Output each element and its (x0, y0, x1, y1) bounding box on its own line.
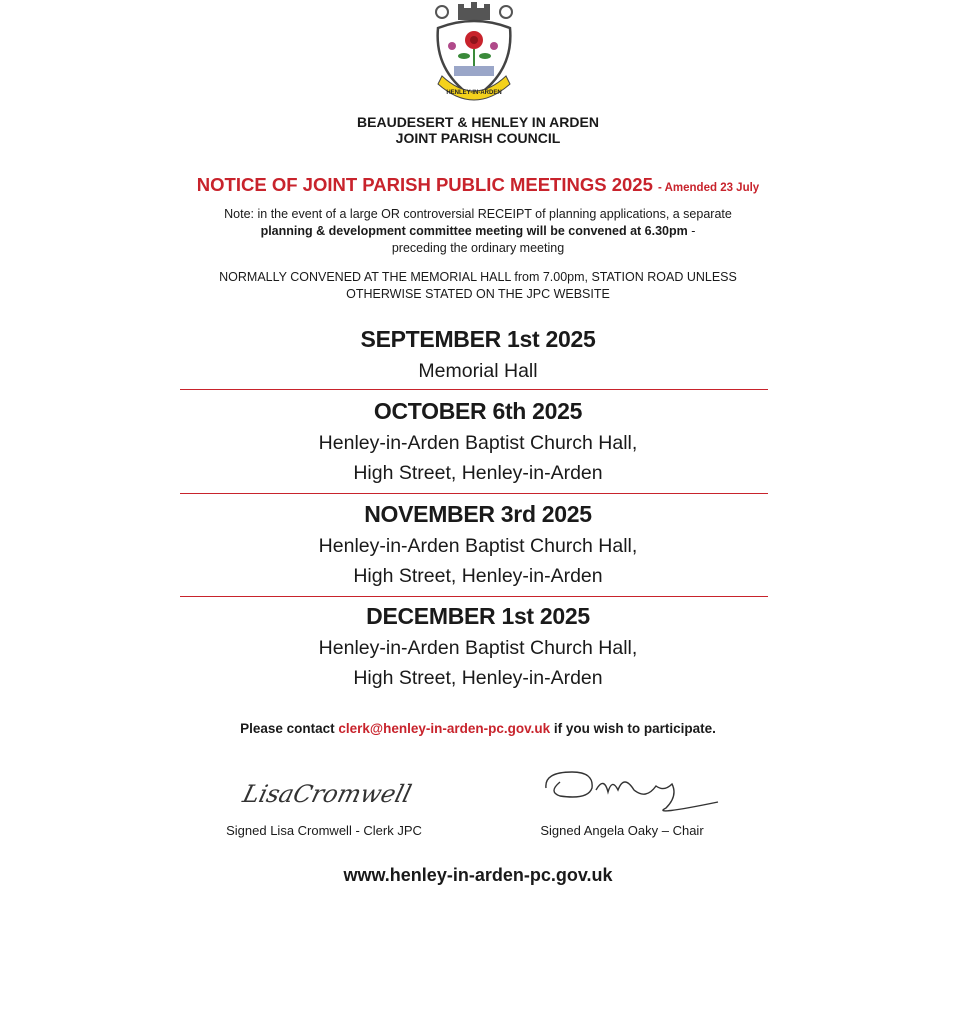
venue-note (0, 269, 956, 303)
amended-note: - Amended 23 July (658, 182, 760, 194)
clerk-signature (240, 768, 415, 816)
meeting-venue: Memorial Hall (418, 360, 538, 382)
planning-note-dash: - (687, 224, 696, 238)
website-link[interactable]: www.henley-in-arden-pc.gov.uk (343, 865, 613, 885)
meeting-venue: Henley-in-Arden Baptist Church Hall, (318, 535, 638, 557)
divider (180, 389, 768, 390)
contact-prefix: Please contact (240, 721, 339, 736)
contact-email-link[interactable]: clerk@henley-in-arden-pc.gov.uk (338, 721, 551, 736)
planning-note-line1: Note: in the event of a large OR controversial RECEIPT of planning applications, a separate (224, 207, 732, 221)
planning-note-line3: preceding the ordinary meeting (391, 241, 565, 255)
chair-signature (538, 766, 724, 822)
meeting-date: DECEMBER 1st 2025 (366, 603, 590, 629)
council-name-line1: BEAUDESERT & HENLEY IN ARDEN (357, 114, 599, 130)
divider (180, 596, 768, 597)
contact-line (0, 721, 956, 736)
planning-note-bold: planning & development committee meeting will be convened at 6.30pm (260, 224, 688, 238)
divider (180, 493, 768, 494)
meeting-venue: High Street, Henley-in-Arden (353, 667, 603, 689)
meeting-venue: High Street, Henley-in-Arden (353, 565, 603, 587)
meeting-date: OCTOBER 6th 2025 (373, 398, 583, 424)
chair-signature-label: Signed Angela Oaky – Chair (540, 823, 704, 838)
venue-note-line1: NORMALLY CONVENED AT THE MEMORIAL HALL from 7.00pm, STATION ROAD UNLESS (219, 270, 737, 284)
crest-scroll-text: HENLEY-IN-ARDEN (446, 90, 502, 96)
council-name-line2: JOINT PARISH COUNCIL (395, 130, 561, 146)
clerk-signature-label: Signed Lisa Cromwell - Clerk JPC (226, 823, 422, 838)
council-name (0, 114, 956, 146)
crest-logo (428, 2, 520, 112)
meeting-venue: Henley-in-Arden Baptist Church Hall, (318, 637, 638, 659)
contact-suffix: if you wish to participate. (550, 721, 716, 736)
notice-title (0, 174, 956, 196)
meeting-date: SEPTEMBER 1st 2025 (360, 326, 596, 352)
clerk-signature-text: LisaCromwell (240, 779, 415, 808)
meeting-venue: High Street, Henley-in-Arden (353, 462, 603, 484)
meeting-venue: Henley-in-Arden Baptist Church Hall, (318, 432, 638, 454)
meeting-date: NOVEMBER 3rd 2025 (364, 501, 592, 527)
planning-note (0, 206, 956, 257)
notice-title-text: NOTICE OF JOINT PARISH PUBLIC MEETINGS 2025 (196, 174, 653, 195)
venue-note-line2: OTHERWISE STATED ON THE JPC WEBSITE (346, 287, 610, 301)
